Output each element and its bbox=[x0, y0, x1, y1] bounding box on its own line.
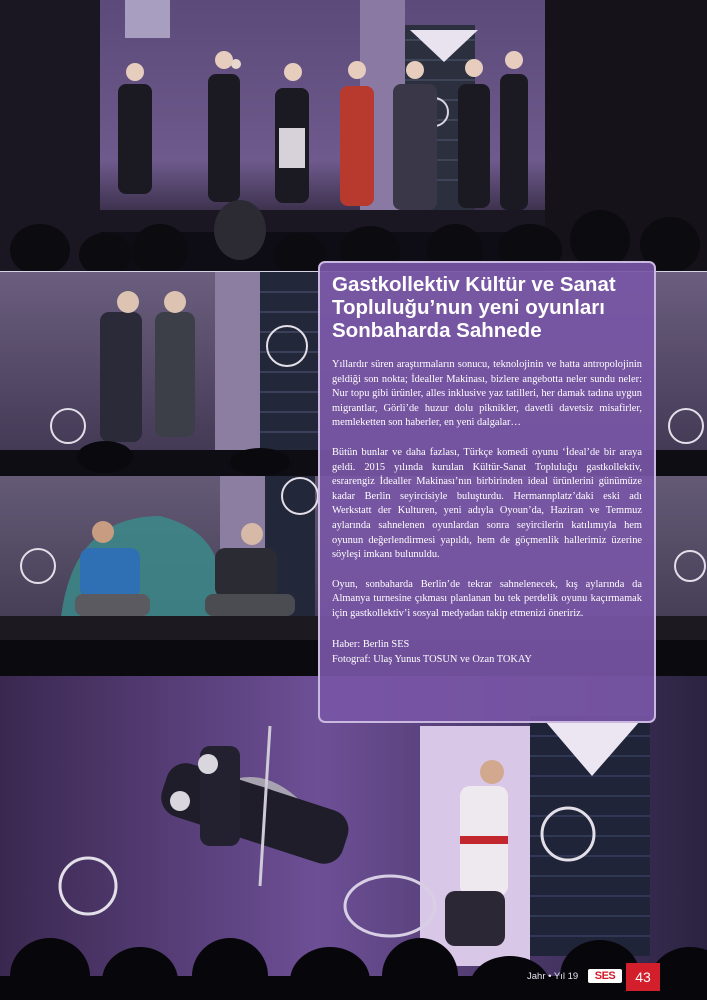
article-paragraph: Oyun, sonbaharda Berlin’de tekrar sahnelenecek, kış aylarında da Almanya turnesine çıkması planlanan bu tek perdelik oyunu kaçırmamak için gastkollektiv’i sosyal medyadan takip etmenizi öneririz. bbox=[332, 578, 642, 619]
article-title: Gastkollektiv Kültür ve Sanat Topluluğu’nun yeni oyunları Sonbaharda Sahnede bbox=[332, 273, 616, 342]
credits bbox=[332, 637, 642, 667]
article-paragraph: Bütün bunlar ve daha fazlası, Türkçe komedi oyunu ‘İdeal’de bir araya geldi. 2015 yılında kurulan Kültür-Sanat Topluluğu gastkollektiv, esrarengiz İdealler Makinası’nın birbirinden ideal ürünlerini günümüze kadar Berlin seyircisiyle buluşturdu. Hermannplatz’daki eski adı Werkstatt der Kulturen, yeni adıyla Oyoun’da, Haziran ve Temmuz aylarında sahnelenen oyunlardan sonra seyircilerin katılımıyla hem oyunun değerlendirmesi yapıldı, hem de göçmenlik hallerimiz üzerine söyleşi imkanı bulunuldu. bbox=[332, 446, 642, 561]
magazine-issue: Jahr • Yıl 19 bbox=[527, 971, 579, 982]
ses-logo: SES bbox=[588, 969, 622, 983]
masked-performers-photo bbox=[0, 676, 707, 1000]
article-box bbox=[318, 261, 656, 723]
article-paragraph: Yıllardır süren araştırmaların sonucu, teknolojinin ve hatta antropolojinin geldiği son nokta; İdealler Makinası, bizlere angebotta neler sundu neler: Nur topu gibi ürünler, alles inklusive yaz tatilleri, her damak tadına uygun migrantlar, Görli’de huzur dolu piknikler, davetli davetsiz misafirler, memleketten son haberler, en yeni dalgalar… bbox=[332, 359, 642, 429]
credit-news: Haber: Berlin SES bbox=[332, 638, 410, 650]
curtain-call-photo bbox=[0, 0, 707, 272]
page-number: 43 bbox=[626, 963, 660, 991]
credit-photo: Fotograf: Ulaş Yunus TOSUN ve Ozan TOKAY bbox=[332, 653, 532, 665]
